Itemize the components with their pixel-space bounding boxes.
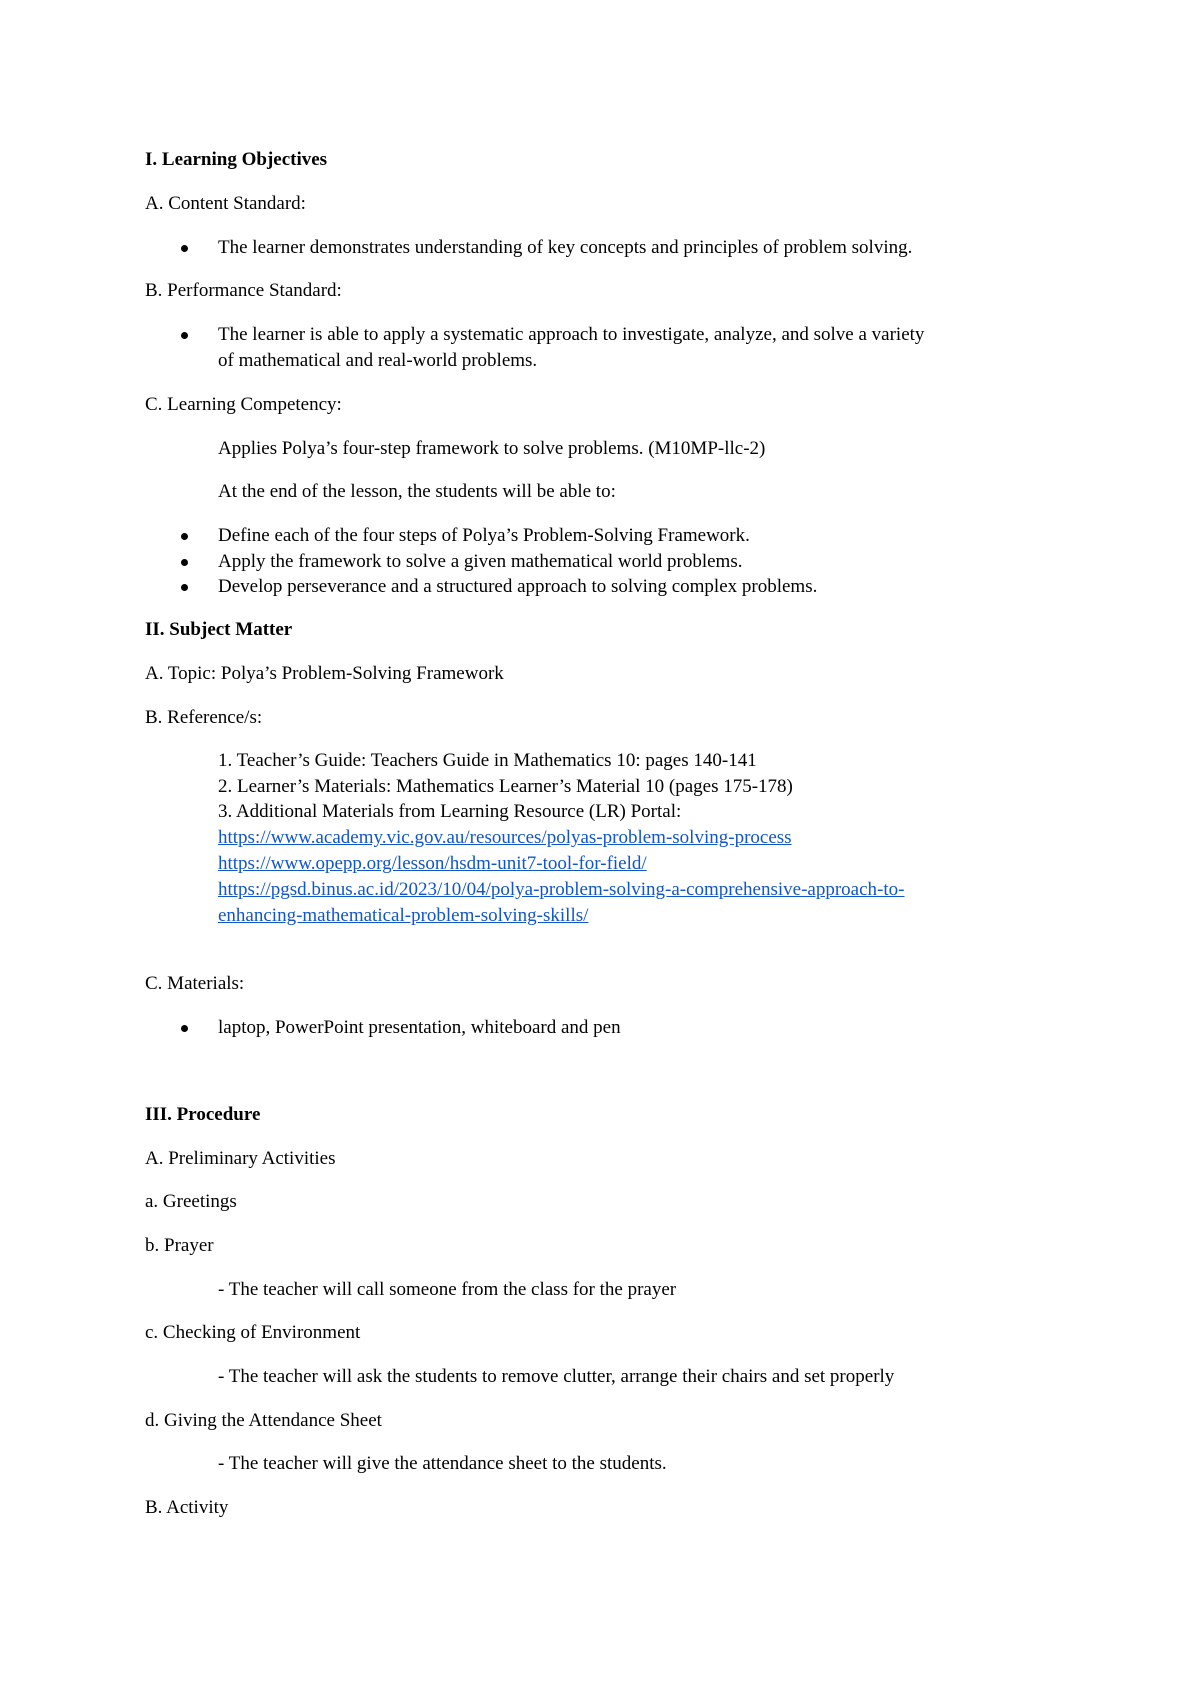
reference-link-cont[interactable]: enhancing-mathematical-problem-solving-skills/: [218, 905, 589, 926]
content-standard-bullet: The learner demonstrates understanding of key concepts and principles of problem solving.: [218, 237, 913, 258]
reference-link[interactable]: https://www.academy.vic.gov.au/resources/polyas-problem-solving-process: [218, 827, 792, 848]
learning-competency-label: C. Learning Competency:: [145, 394, 342, 415]
environment-note: - The teacher will ask the students to remove clutter, arrange their chairs and set properly: [218, 1366, 895, 1387]
outcome-item: Develop perseverance and a structured approach to solving complex problems.: [218, 576, 818, 597]
topic-text: A. Topic: Polya’s Problem-Solving Framework: [145, 663, 504, 684]
performance-standard-bullet-cont: of mathematical and real-world problems.: [218, 350, 538, 371]
prayer-item: b. Prayer: [145, 1235, 214, 1256]
reference-item: 2. Learner’s Materials: Mathematics Learner’s Material 10 (pages 175-178): [218, 776, 793, 797]
learning-objectives-heading: I. Learning Objectives: [145, 149, 328, 170]
prayer-note: - The teacher will call someone from the class for the prayer: [218, 1279, 677, 1300]
materials-bullet: laptop, PowerPoint presentation, whiteboard and pen: [218, 1017, 621, 1038]
activity-label: B. Activity: [145, 1497, 229, 1518]
outcome-item: Apply the framework to solve a given mathematical world problems.: [218, 551, 743, 572]
attendance-note: - The teacher will give the attendance sheet to the students.: [218, 1453, 667, 1474]
procedure-heading: III. Procedure: [145, 1104, 261, 1125]
reference-link[interactable]: https://www.opepp.org/lesson/hsdm-unit7-tool-for-field/: [218, 853, 647, 874]
preliminary-activities-label: A. Preliminary Activities: [145, 1148, 336, 1169]
subject-matter-heading: II. Subject Matter: [145, 619, 293, 640]
performance-standard-bullet: The learner is able to apply a systematic approach to investigate, analyze, and solve a variety: [218, 324, 925, 345]
competency-text: Applies Polya’s four-step framework to solve problems. (M10MP-llc-2): [218, 438, 766, 459]
materials-label: C. Materials:: [145, 973, 245, 994]
references-label: B. Reference/s:: [145, 707, 263, 728]
reference-item: 3. Additional Materials from Learning Resource (LR) Portal:: [218, 801, 682, 822]
greetings-item: a. Greetings: [145, 1191, 237, 1212]
end-of-lesson-text: At the end of the lesson, the students will be able to:: [218, 481, 616, 502]
reference-link[interactable]: https://pgsd.binus.ac.id/2023/10/04/polya-problem-solving-a-comprehensive-approach-to-: [218, 879, 905, 900]
reference-item: 1. Teacher’s Guide: Teachers Guide in Mathematics 10: pages 140-141: [218, 750, 757, 771]
attendance-item: d. Giving the Attendance Sheet: [145, 1410, 382, 1431]
environment-item: c. Checking of Environment: [145, 1322, 361, 1343]
outcome-item: Define each of the four steps of Polya’s Problem-Solving Framework.: [218, 525, 750, 546]
content-standard-label: A. Content Standard:: [145, 193, 306, 214]
performance-standard-label: B. Performance Standard:: [145, 280, 342, 301]
